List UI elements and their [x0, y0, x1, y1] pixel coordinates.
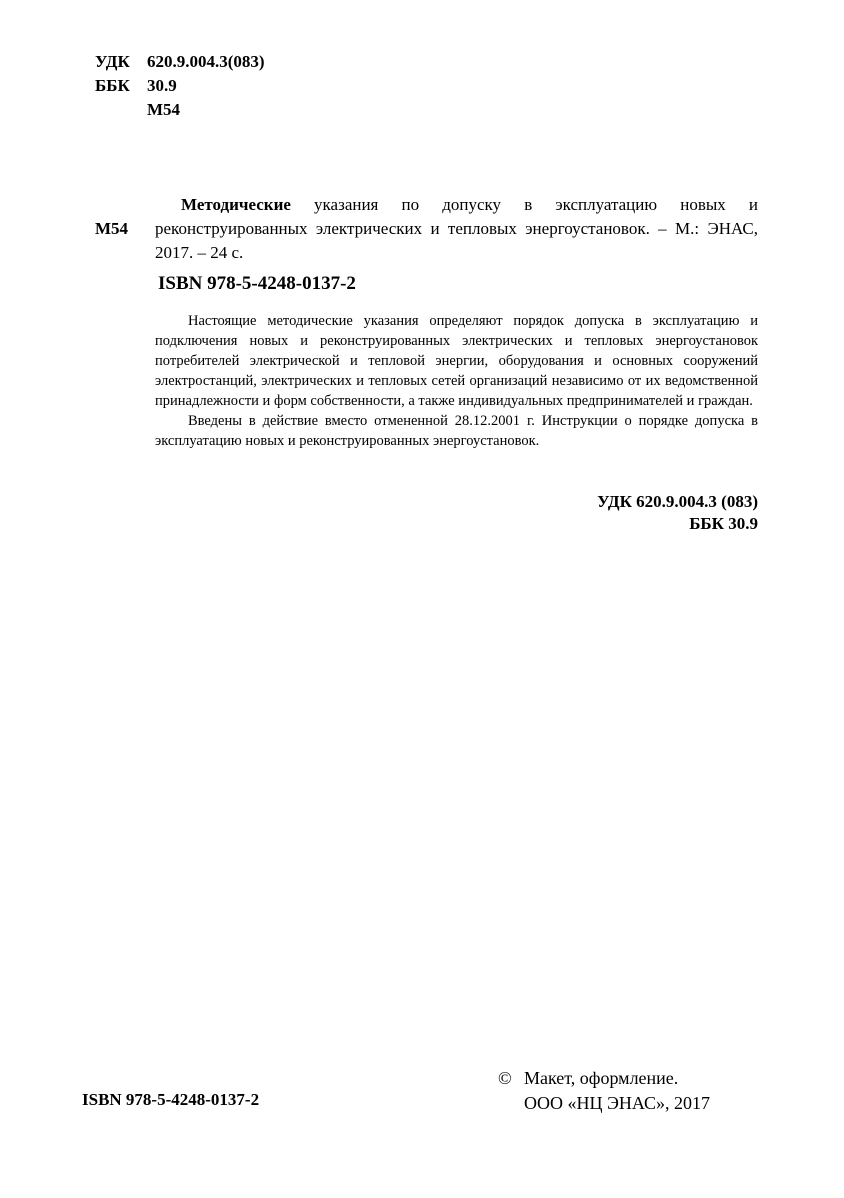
abstract-paragraph-2: Введены в действие вместо отмененной 28.12.2001 г. Инструкции о порядке допуска в эксплуатацию новых и реконструированных энергоустановок.	[155, 413, 758, 449]
bibliographic-description	[155, 193, 758, 265]
abstract-paragraph-1: Настоящие методические указания определяют порядок допуска в эксплуатацию и подключения новых и реконструированных электрических и тепловых энергоустановок потребителей электрической и тепловой энергии, оборудования и основных сооружений электростанций, электрических и тепловых сетей организаций независимо от их ведомственной принадлежности и форм собственности, а также индивидуальных предпринимателей и граждан.	[155, 313, 758, 409]
author-sign-row	[95, 99, 180, 121]
copyright-icon: ©	[498, 1068, 512, 1088]
bbk-row	[95, 75, 177, 97]
bbk-right: ББК 30.9	[689, 514, 758, 533]
copyright-line-2: ООО «НЦ ЭНАС», 2017	[524, 1093, 710, 1113]
copyright-line-1: Макет, оформление.	[524, 1068, 679, 1088]
copyright-notice	[498, 1066, 710, 1116]
udk-row	[95, 51, 265, 73]
isbn-main: ISBN 978-5-4248-0137-2	[158, 273, 356, 294]
biblio-title: Методические	[181, 195, 291, 214]
udk-label: УДК	[95, 52, 130, 71]
bbk-label: ББК	[95, 76, 130, 95]
author-sign: М54	[147, 100, 181, 119]
abstract	[155, 311, 758, 451]
side-author-sign: М54	[95, 219, 129, 238]
classification-codes-right	[597, 491, 758, 535]
udk-right: УДК 620.9.004.3 (083)	[597, 492, 758, 511]
isbn-bottom: ISBN 978-5-4248-0137-2	[82, 1090, 260, 1109]
bbk-value: 30.9	[147, 76, 177, 95]
udk-value: 620.9.004.3(083)	[147, 52, 265, 71]
biblio-text: указания по допуску в эксплуатацию новых и реконструированных электрических и тепловых энергоустановок. – М.: ЭНАС, 2017. – 24 с.	[155, 195, 758, 262]
